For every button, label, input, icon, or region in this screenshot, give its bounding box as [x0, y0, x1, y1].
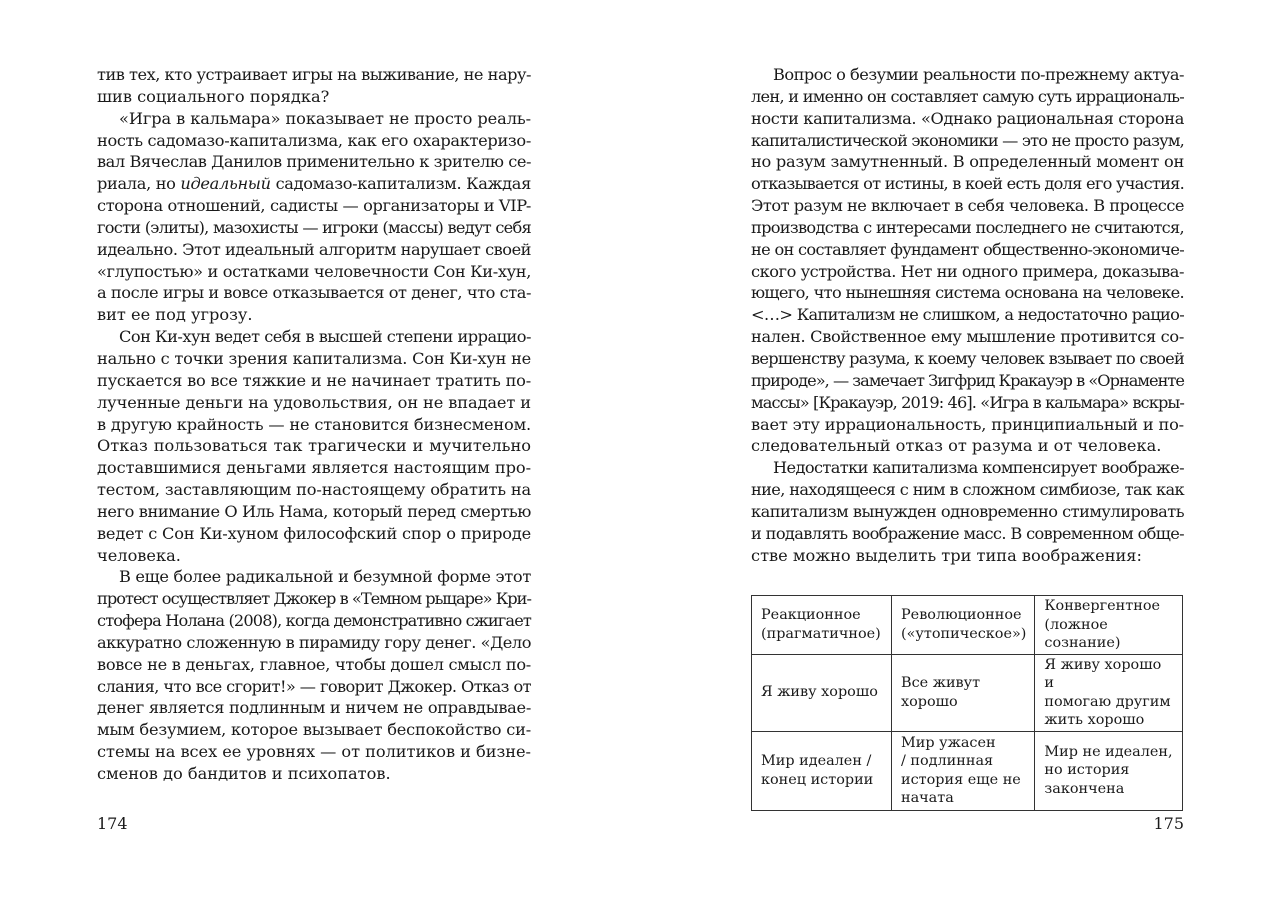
- text-line: денег является подлинным и ничем не оправдывае-: [97, 698, 531, 718]
- text-line: «Игра в кальмара» показывает не просто реаль-: [119, 108, 531, 128]
- header-line: Конвергентное: [1044, 598, 1160, 614]
- header-line: Революционное: [901, 607, 1022, 624]
- cell-line: Мир ужасен: [901, 734, 996, 751]
- text-line: мым безумием, которое вызывает беспокойство си-: [97, 720, 531, 740]
- text-line: стве можно выделить три типа воображения:: [751, 545, 1142, 565]
- text-line: него внимание О Иль Нама, который перед смертью: [97, 501, 531, 521]
- emphasis-word: идеальный: [180, 174, 271, 194]
- text-line: риала, но идеальный садомазо-капитализм. Каждая: [97, 174, 531, 194]
- text-line: следовательный отказ от разума и от человека.: [751, 436, 1162, 456]
- text-line: «глупостью» и остатками человечности Сон Ки-хун,: [97, 261, 531, 281]
- cell-line: Я живу хорошо: [761, 684, 878, 701]
- text-line: стофера Нолана (2008), когда демонстративно сжигает: [97, 611, 531, 631]
- table-cell: [1035, 731, 1183, 810]
- table-row: [752, 654, 1183, 731]
- text-line: В еще более радикальной и безумной форме этот: [119, 567, 531, 587]
- cell-line: начата: [901, 790, 954, 806]
- table-header-row: [752, 596, 1183, 655]
- text-line: Недостатки капитализма компенсирует воображе-: [773, 458, 1184, 478]
- text-line: пускается во все тяжкие и не начинает тратить по-: [97, 370, 531, 390]
- table-cell: [892, 654, 1035, 731]
- table-header-cell: [892, 596, 1035, 655]
- text-line: вершенству разума, к коему человек взывает по своей: [751, 348, 1184, 368]
- text-line: идеально. Этот идеальный алгоритм нарушает своей: [97, 239, 531, 259]
- left-page-text: [97, 64, 531, 785]
- left-page-number: 174: [97, 814, 128, 833]
- text-line: <…> Капитализм не слишком, а недостаточно рацио-: [751, 305, 1184, 325]
- text-line: стемы на всех ее уровнях — от политиков и бизне-: [97, 742, 531, 762]
- text-line: лен, и именно он составляет самую суть иррациональ-: [751, 86, 1184, 106]
- cell-line: конец истории: [761, 771, 874, 788]
- text-line: вит ее под угрозу.: [97, 305, 253, 325]
- text-line: доставшимися деньгами является настоящим про-: [97, 458, 531, 478]
- text-line: ющего, что нынешняя система основана на человеке.: [751, 283, 1184, 303]
- text-line: лученные деньги на удовольствия, он не впадает и: [97, 392, 531, 412]
- text-line: ность садомазо-капитализма, как его охарактеризо-: [97, 130, 531, 150]
- table-cell: [752, 731, 892, 810]
- table-cell: [892, 731, 1035, 810]
- text-line: человека.: [97, 545, 181, 565]
- header-line: (прагматичное): [761, 625, 881, 642]
- table-cell: [752, 654, 892, 731]
- header-line: («утопическое»): [901, 625, 1027, 642]
- text-line: сменов до бандитов и психопатов.: [97, 764, 391, 783]
- cell-line: / подлинная: [901, 753, 994, 769]
- text-line: ние, находящееся с ним в сложном симбиозе, так как: [751, 480, 1184, 500]
- cell-line: закончена: [1044, 780, 1125, 797]
- text-line: ности капитализма. «Однако рациональная сторона: [751, 108, 1184, 128]
- text-line: вает эту иррациональность, принципиальный и по-: [751, 414, 1184, 434]
- imagination-types-table: [751, 595, 1183, 811]
- text-line: Вопрос о безумии реальности по-прежнему актуа-: [773, 65, 1184, 84]
- text-line: Сон Ки-хун ведет себя в высшей степени иррацио-: [119, 327, 531, 347]
- text-line: гости (элиты), мазохисты — игроки (массы) ведут себя: [97, 217, 531, 237]
- cell-line: Мир не идеален,: [1044, 743, 1173, 760]
- header-line: Реакционное: [761, 607, 861, 624]
- text-line: Отказ пользоваться так трагически и мучительно: [97, 436, 531, 456]
- cell-line: Все живут: [901, 675, 981, 691]
- text-line: ского устройства. Нет ни одного примера, доказыва-: [751, 261, 1184, 281]
- cell-line: но история: [1044, 762, 1130, 779]
- header-line: (ложное сознание): [1044, 616, 1121, 651]
- right-page-text: [751, 64, 1184, 566]
- text-line: шив социального порядка?: [97, 86, 330, 106]
- cell-line: хорошо: [901, 693, 958, 710]
- text-line: отказывается от истины, в коей есть доля его участия.: [751, 174, 1184, 194]
- text-line: нален. Свойственное ему мышление противится со-: [751, 327, 1184, 347]
- text-line: не он составляет фундамент общественно-экономиче-: [751, 239, 1184, 259]
- text-line: а после игры и вовсе отказывается от денег, что ста-: [97, 283, 531, 303]
- cell-line: жить хорошо: [1044, 712, 1145, 728]
- text-line: сторона отношений, садисты — организаторы и VIP-: [97, 196, 531, 216]
- table-row: [752, 731, 1183, 810]
- text-line: вовсе не в деньгах, главное, чтобы дошел смысл по-: [97, 654, 531, 674]
- table-header-cell: [752, 596, 892, 655]
- text-line: протест осуществляет Джокер в «Темном рыцаре» Кри-: [97, 589, 531, 609]
- text-line: и подавлять воображение масс. В современном обще-: [751, 523, 1184, 543]
- cell-line: история еще не: [901, 771, 1021, 788]
- text-line: производства с интересами последнего не считаются,: [751, 217, 1184, 237]
- cell-line: Я живу хорошо и: [1044, 656, 1162, 691]
- text-line: но разум замутненный. В определенный момент он: [751, 152, 1184, 172]
- right-page-number: 175: [1153, 814, 1184, 833]
- cell-line: Мир идеален /: [761, 753, 872, 769]
- text-line: капиталистической экономики — это не просто разум,: [751, 130, 1184, 150]
- table-header-cell: [1035, 596, 1183, 655]
- text-line: в другую крайность — не становится бизнесменом.: [97, 414, 531, 434]
- table-cell: [1035, 654, 1183, 731]
- text-line: аккуратно сложенную в пирамиду гору денег. «Дело: [97, 632, 531, 652]
- text-line: ведет с Сон Ки-хуном философский спор о природе: [97, 523, 531, 543]
- text-line: тестом, заставляющим по-настоящему обратить на: [97, 480, 531, 500]
- text-line: слания, что все сгорит!» — говорит Джокер. Отказ от: [97, 676, 531, 696]
- left-page: [97, 64, 531, 785]
- text-line: тив тех, кто устраивает игры на выживание, не нару-: [97, 65, 531, 84]
- text-line: природе», — замечает Зигфрид Кракауэр в «Орнаменте: [751, 370, 1185, 390]
- text-line: массы» [Кракауэр, 2019: 46]. «Игра в кальмара» вскры-: [751, 392, 1184, 412]
- text-line: капитализм вынужден одновременно стимулировать: [751, 501, 1184, 521]
- text-line: нально с точки зрения капитализма. Сон Ки-хун не: [97, 348, 531, 368]
- text-line: Этот разум не включает в себя человека. В процессе: [751, 196, 1184, 216]
- text-line: вал Вячеслав Данилов применительно к зрителю се-: [97, 152, 531, 172]
- right-page: [751, 64, 1184, 566]
- cell-line: помогаю другим: [1044, 693, 1171, 710]
